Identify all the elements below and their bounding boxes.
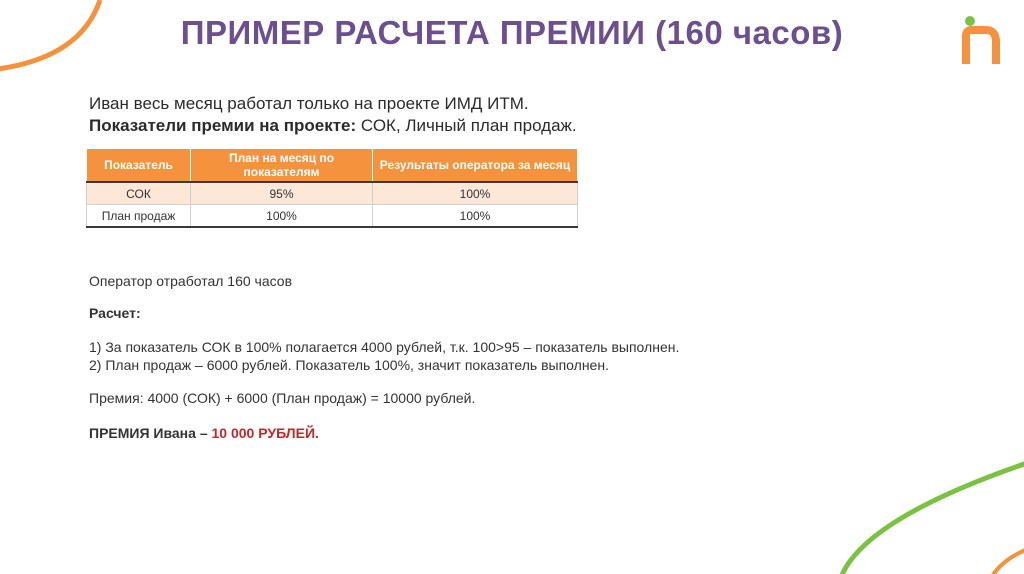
table-header-row [87, 149, 578, 183]
table-cell: План продаж [87, 205, 191, 228]
table-header-cell: Показатель [87, 149, 191, 183]
bonus-result [89, 425, 319, 441]
table-cell: 100% [373, 205, 578, 228]
calc-item-2: 2) План продаж – 6000 рублей. Показатель 100%, значит показатель выполнен. [89, 357, 609, 373]
brand-logo-icon [962, 14, 1002, 66]
slide-title: ПРИМЕР РАСЧЕТА ПРЕМИИ (160 часов) [180, 14, 844, 51]
bottom-right-green-arc [840, 462, 1024, 574]
table-cell: 100% [373, 182, 578, 205]
calc-label: Расчет: [89, 305, 141, 321]
bonus-formula: Премия: 4000 (СОК) + 6000 (План продаж) = 10000 рублей. [89, 390, 476, 406]
table-cell: 95% [191, 182, 373, 205]
bonus-result-label: ПРЕМИЯ Ивана – [89, 425, 212, 441]
bonus-result-value: 10 000 РУБЛЕЙ. [211, 425, 319, 441]
table-row [87, 182, 578, 205]
calc-item-1: 1) За показатель СОК в 100% полагается 4000 рублей, т.к. 100>95 – показатель выполнен. [89, 339, 680, 355]
intro-line-2 [89, 115, 577, 137]
intro-text [89, 93, 577, 137]
table-header-cell: План на месяц по показателям [191, 149, 373, 183]
intro-line-2-value: СОК, Личный план продаж. [356, 116, 577, 135]
table-row [87, 205, 578, 228]
table-cell: СОК [87, 182, 191, 205]
intro-line-2-label: Показатели премии на проекте: [89, 116, 357, 135]
hours-worked-text: Оператор отработал 160 часов [89, 273, 293, 289]
table-header-cell: Результаты оператора за месяц [373, 149, 578, 183]
table-cell: 100% [191, 205, 373, 228]
intro-line-1: Иван весь месяц работал только на проекте ИМД ИТМ. [89, 94, 529, 113]
bottom-right-orange-arc [990, 548, 1024, 574]
kpi-table [86, 148, 578, 228]
